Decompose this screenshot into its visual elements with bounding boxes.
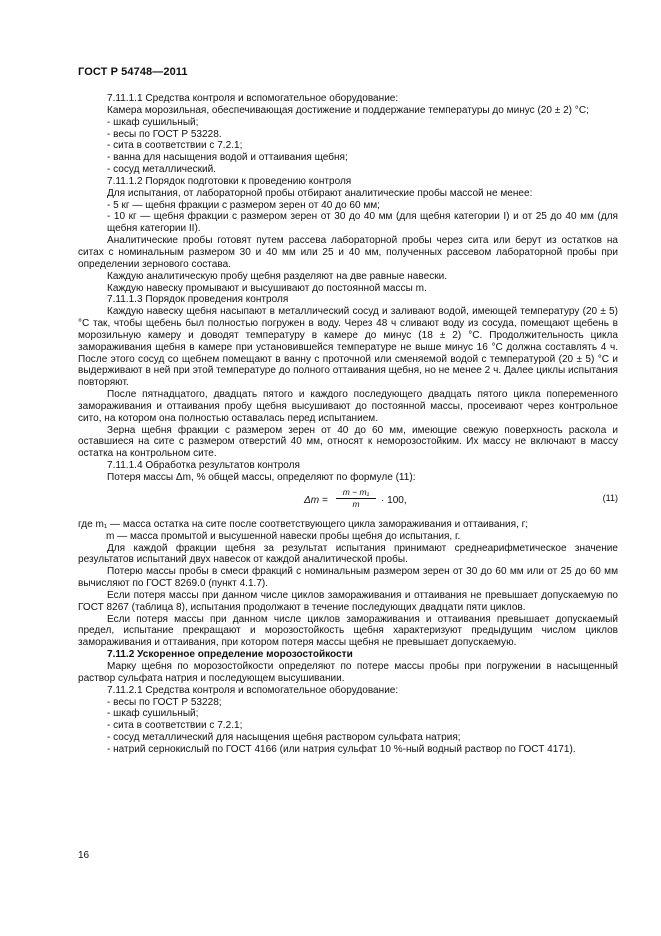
list-item: - весы по ГОСТ Р 53228. <box>107 128 222 140</box>
formula-number: (11) <box>602 492 618 503</box>
section-heading: 7.11.1.3 Порядок проведения контроля <box>107 294 289 306</box>
section-heading: 7.11.2 Ускоренное определение морозостойкости <box>107 649 353 661</box>
paragraph: m — масса промытой и высушенной навески пробы щебня до испытания, г. <box>106 530 461 542</box>
formula-lhs: Δm = <box>304 494 328 506</box>
paragraph: Камера морозильная, обеспечивающая достижение и поддержание температуры до минус (20 ± 2) °С; <box>107 104 589 116</box>
paragraph: где m₁ — масса остатка на сите после соответствующего цикла замораживания и оттаивания, г; <box>78 518 529 530</box>
document-header: ГОСТ Р 54748—2011 <box>78 66 188 78</box>
paragraph: Зерна щебня фракции с размером зерен от 40 до 60 мм, имеющие свежую поверхность раскола и оставшиеся на сите с размером отверстий 40 мм, относят к неморозостойким. Их массу не включают в массу остатка на контрольном сите. <box>78 424 618 460</box>
list-item: - ванна для насыщения водой и оттаивания щебня; <box>107 152 348 164</box>
page-number: 16 <box>78 850 90 861</box>
paragraph: Марку щебня по морозостойкости определяют по потере массы пробы при погружении в насыщенный раствор сульфата натрия и последующем высушивании. <box>78 660 618 684</box>
paragraph: 7.11.1.1 Средства контроля и вспомогательное оборудование: <box>107 93 399 104</box>
list-item: - весы по ГОСТ Р 53228; <box>107 696 222 708</box>
section-heading: 7.11.2.1 Средства контроля и вспомогательное оборудование: <box>107 684 399 696</box>
section-heading: 7.11.1.4 Обработка результатов контроля <box>107 460 300 472</box>
formula-fraction <box>336 487 376 510</box>
formula-11 <box>78 486 618 516</box>
paragraph: Потерю массы пробы в смеси фракций с номинальным размером зерен от 30 до 60 мм или от 25 до 60 мм вычисляют по ГОСТ 8269.0 (пункт 4.1.7). <box>78 566 618 590</box>
list-item: - 5 кг — щебня фракции с размером зерен от 40 до 60 мм; <box>107 199 380 211</box>
document-body <box>78 93 618 756</box>
paragraph: Аналитические пробы готовят путем рассева лабораторной пробы через сита или берут из остатков на ситах с номинальным размером 30 и 40 мм или 25 и 40 мм, полученных рассевом лабораторной пробы при определении зернового состава. <box>78 235 618 270</box>
list-item: - натрий сернокислый по ГОСТ 4166 (или натрия сульфат 10 %-ный водный раствор по ГОСТ 4171). <box>107 743 576 755</box>
paragraph: Потеря массы Δm, % общей массы, определяют по формуле (11): <box>107 472 416 483</box>
list-item: - сита в соответствии с 7.2.1; <box>107 720 243 732</box>
formula-rhs: · 100, <box>381 494 407 506</box>
formula-denominator: m <box>352 498 360 509</box>
paragraph: Если потеря массы при данном числе циклов замораживания и оттаивания превышает допускаемый предел, испытание прекращают и морозостойкость щебня характеризуют предыдущим числом циклов замораживания и оттаивания, при котором потеря массы щебня не превышает допускаемую. <box>78 613 618 649</box>
list-item: - сосуд металлический. <box>107 164 217 176</box>
paragraph: Если потеря массы при данном числе циклов замораживания и оттаивания не превышает допускаемую по ГОСТ 8267 (таблица 8), испытания продолжают в течение последующих двадцати пяти циклов. <box>78 589 618 613</box>
formula-numerator: m − m₁ <box>336 487 376 499</box>
paragraph: Для каждой фракции щебня за результат испытания принимают среднеарифметическое значение результатов испытаний двух навесок от каждой аналитической пробы. <box>78 542 618 566</box>
list-item: - шкаф сушильный; <box>107 708 199 720</box>
list-item: - 10 кг — щебня фракции с размером зерен от 30 до 40 мм (для щебня категории I) и от 25 до 40 мм (для щебня категории II). <box>107 211 618 235</box>
list-item: - сита в соответствии с 7.2.1; <box>107 140 243 152</box>
paragraph: Для испытания, от лабораторной пробы отбирают аналитические пробы массой не менее: <box>107 187 533 199</box>
paragraph: После пятнадцатого, двадцать пятого и каждого последующего двадцать пятого цикла попеременного замораживания и оттаивания пробу щебня высушивают до постоянной массы, просеивают через контрольное сито, на котором она полностью оставалась перед испытанием. <box>78 389 618 424</box>
paragraph: Каждую аналитическую пробу щебня разделяют на две равные навески. <box>107 270 448 282</box>
paragraph: Каждую навеску щебня насыпают в металлический сосуд и заливают водой, имеющей температуру (20 ± 5) °С так, чтобы щебень был полностью погружен в воду. Через 48 ч сливают воду из сосуда, помещают щебень в морозильную камеру и доводят температуру в камере до минус (18 ± 2) °С. Продолжительность цикла замораживания щебня в камере при установившейся температуре не выше минус 16 °С должна составлять 4 ч. После этого сосуд со щебнем помещают в ванну с проточной или сменяемой водой с температурой (20 ± 5) °С и выдерживают в ней при этой температуре до полного оттаивания щебня, но не менее 2 ч. Далее циклы испытания повторяют. <box>78 306 618 389</box>
paragraph: Каждую навеску промывают и высушивают до постоянной массы m. <box>107 282 427 294</box>
list-item: - шкаф сушильный; <box>107 116 199 128</box>
section-heading: 7.11.1.2 Порядок подготовки к проведению контроля <box>107 175 352 187</box>
list-item: - сосуд металлический для насыщения щебня раствором сульфата натрия; <box>107 732 461 744</box>
